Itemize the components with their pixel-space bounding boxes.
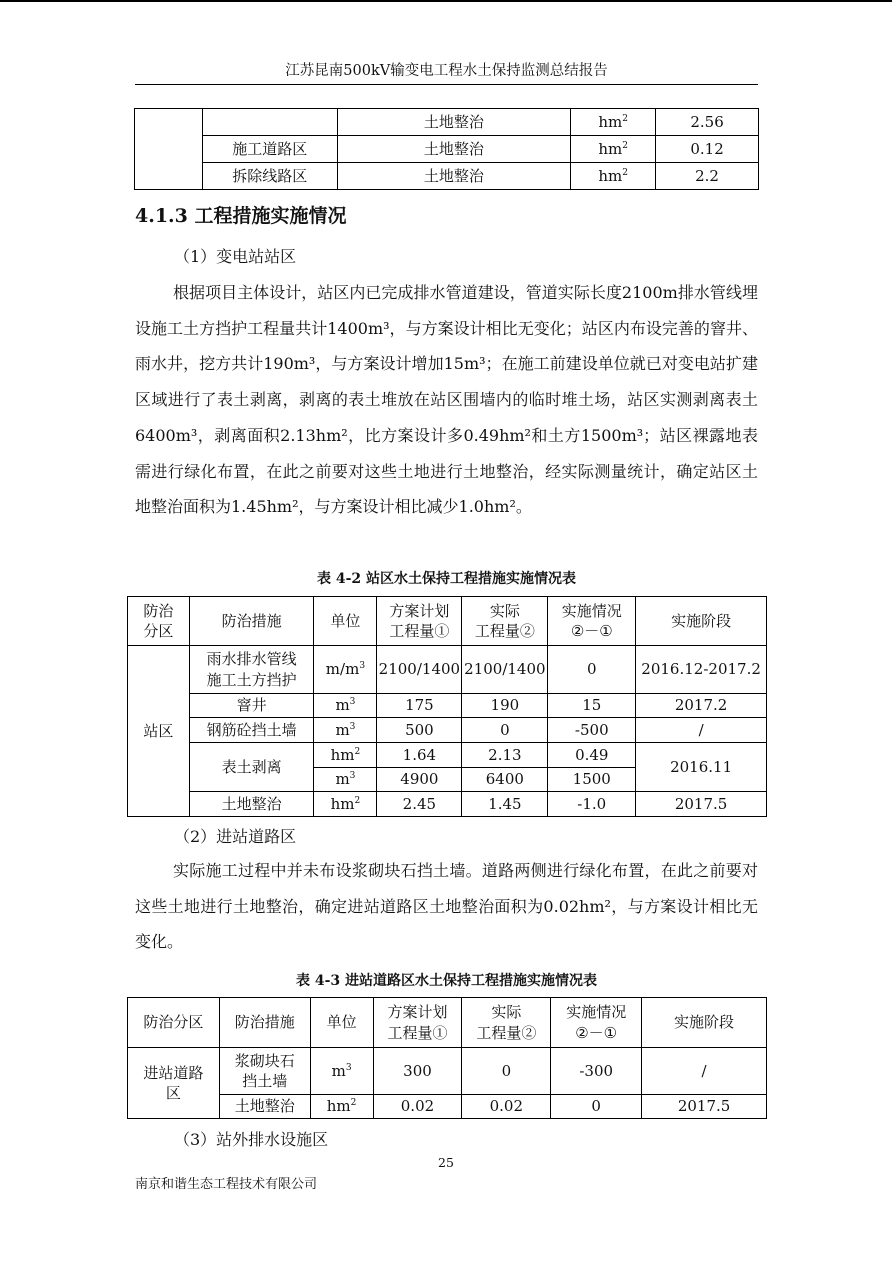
unit-cell: $m/m^3$ [314, 646, 377, 694]
col-header-plan: 方案计划 工程量① [377, 597, 462, 646]
table-header-row [128, 597, 767, 646]
value-cell: 2.2 [656, 163, 759, 190]
col-header-stage: 实施阶段 [642, 998, 767, 1048]
stage-cell: 2016.12-2017.2 [636, 646, 767, 694]
unit-cell: $m^3$ [314, 768, 377, 792]
page-top-border [0, 0, 892, 2]
unit-cell: $hm^2$ [571, 136, 656, 163]
unit-cell: $m^3$ [314, 694, 377, 718]
col-header-unit: 单位 [310, 998, 373, 1048]
table-header-row [128, 998, 767, 1048]
plan-cell: 0.02 [373, 1095, 462, 1119]
plan-cell: 2.45 [377, 792, 462, 817]
actual-cell: 0 [462, 718, 548, 743]
paragraph [135, 853, 758, 960]
plan-cell: 300 [373, 1048, 462, 1095]
paragraph [135, 275, 758, 525]
merged-zone-cell [135, 109, 203, 190]
plan-cell: 2100/1400 [377, 646, 462, 694]
section-heading: 4.1.3 工程措施实施情况 [135, 205, 347, 227]
col-header-measure: 防治措施 [189, 597, 314, 646]
table-row [128, 1048, 767, 1095]
col-header-actual: 实际 工程量② [462, 597, 548, 646]
table-row [135, 163, 759, 190]
table-caption: 表 4-3 进站道路区水土保持工程措施实施情况表 [295, 973, 598, 989]
table-row [128, 1095, 767, 1119]
unit-cell: $hm^2$ [571, 109, 656, 136]
measure-cell: 窨井 [189, 694, 314, 718]
unit-cell: $hm^2$ [314, 743, 377, 768]
table-row [128, 792, 767, 817]
subsection-label: （3）站外排水设施区 [174, 1130, 329, 1149]
measure-cell: 土地整治 [337, 109, 571, 136]
value-cell: 0.12 [656, 136, 759, 163]
actual-cell: 190 [462, 694, 548, 718]
measure-cell: 土地整治 [189, 792, 314, 817]
table-access-road [127, 997, 767, 1119]
zone-cell [202, 109, 337, 136]
diff-cell: -300 [551, 1048, 642, 1095]
diff-cell: 15 [548, 694, 636, 718]
diff-cell: 0 [551, 1095, 642, 1119]
unit-cell: $hm^2$ [571, 163, 656, 190]
measure-cell: 雨水排水管线 施工土方挡护 [189, 646, 314, 694]
plan-cell: 175 [377, 694, 462, 718]
zone-cell: 进站道路 区 [128, 1048, 220, 1119]
actual-cell: 0.02 [462, 1095, 551, 1119]
stage-cell: 2017.5 [642, 1095, 767, 1119]
table-row [128, 694, 767, 718]
actual-cell: 1.45 [462, 792, 548, 817]
subsection-label: （2）进站道路区 [174, 827, 297, 846]
plan-cell: 1.64 [377, 743, 462, 768]
stage-cell: 2017.5 [636, 792, 767, 817]
diff-cell: 0 [548, 646, 636, 694]
table-continuation [134, 108, 759, 190]
measure-cell: 土地整治 [219, 1095, 310, 1119]
actual-cell: 2100/1400 [462, 646, 548, 694]
table-row [128, 743, 767, 768]
page-number: 25 [438, 1155, 454, 1170]
col-header-plan: 方案计划 工程量① [373, 998, 462, 1048]
table-row [128, 718, 767, 743]
measure-cell: 土地整治 [337, 163, 571, 190]
zone-cell: 拆除线路区 [202, 163, 337, 190]
company-footer: 南京和谐生态工程技术有限公司 [135, 1177, 318, 1192]
col-header-zone: 防治分区 [128, 998, 220, 1048]
actual-cell: 6400 [462, 768, 548, 792]
col-header-diff: 实施情况 ②－① [551, 998, 642, 1048]
diff-cell: -500 [548, 718, 636, 743]
col-header-unit: 单位 [314, 597, 377, 646]
stage-cell: 2017.2 [636, 694, 767, 718]
value-cell: 2.56 [656, 109, 759, 136]
stage-cell: 2016.11 [636, 743, 767, 792]
stage-cell: / [636, 718, 767, 743]
unit-cell: $m^3$ [314, 718, 377, 743]
measure-cell: 钢筋砼挡土墙 [189, 718, 314, 743]
table-row [128, 646, 767, 694]
col-header-zone: 防治 分区 [128, 597, 190, 646]
page-header: 江苏昆南500kV输变电工程水土保持监测总结报告 [135, 58, 758, 85]
col-header-measure: 防治措施 [219, 998, 310, 1048]
col-header-diff: 实施情况 ②－① [548, 597, 636, 646]
diff-cell: 1500 [548, 768, 636, 792]
unit-cell: $hm^2$ [310, 1095, 373, 1119]
actual-cell: 2.13 [462, 743, 548, 768]
unit-cell: $hm^2$ [314, 792, 377, 817]
stage-cell: / [642, 1048, 767, 1095]
paragraph-text: 实际施工过程中并未布设浆砌块石挡土墙。道路两侧进行绿化布置，在此之前要对这些土地进行土地整治，确定进站道路区土地整治面积为0.02hm²，与方案设计相比无变化。 [135, 861, 758, 952]
plan-cell: 4900 [377, 768, 462, 792]
measure-cell: 浆砌块石 挡土墙 [219, 1048, 310, 1095]
zone-cell: 施工道路区 [202, 136, 337, 163]
table-row [135, 136, 759, 163]
diff-cell: -1.0 [548, 792, 636, 817]
diff-cell: 0.49 [548, 743, 636, 768]
table-station-area [127, 596, 767, 817]
unit-cell: $m^3$ [310, 1048, 373, 1095]
col-header-actual: 实际 工程量② [462, 998, 551, 1048]
subsection-label: （1）变电站站区 [174, 247, 297, 266]
zone-cell: 站区 [128, 646, 190, 817]
paragraph-text: 根据项目主体设计，站区内已完成排水管道建设，管道实际长度2100m排水管线埋设施工土方挡护工程量共计1400m³，与方案设计相比无变化；站区内布设完善的窨井、雨水井，挖方共计190m³，与方案设计增加15m³；在施工前建设单位就已对变电站扩建区域进行了表土剥离，剥离的表土堆放在站区围墙内的临时堆土场，站区实测剥离表土6400m³，剥离面积2.13hm²，比方案设计多0.49hm²和土方1500m³；站区裸露地表需进行绿化布置，在此之前要对这些土地进行土地整治，经实际测量统计，确定站区土地整治面积为1.45hm²，与方案设计相比减少1.0hm²。 [135, 283, 758, 517]
plan-cell: 500 [377, 718, 462, 743]
table-row [135, 109, 759, 136]
actual-cell: 0 [462, 1048, 551, 1095]
measure-cell: 土地整治 [337, 136, 571, 163]
measure-cell: 表土剥离 [189, 743, 314, 792]
table-caption: 表 4-2 站区水土保持工程措施实施情况表 [316, 571, 577, 587]
col-header-stage: 实施阶段 [636, 597, 767, 646]
